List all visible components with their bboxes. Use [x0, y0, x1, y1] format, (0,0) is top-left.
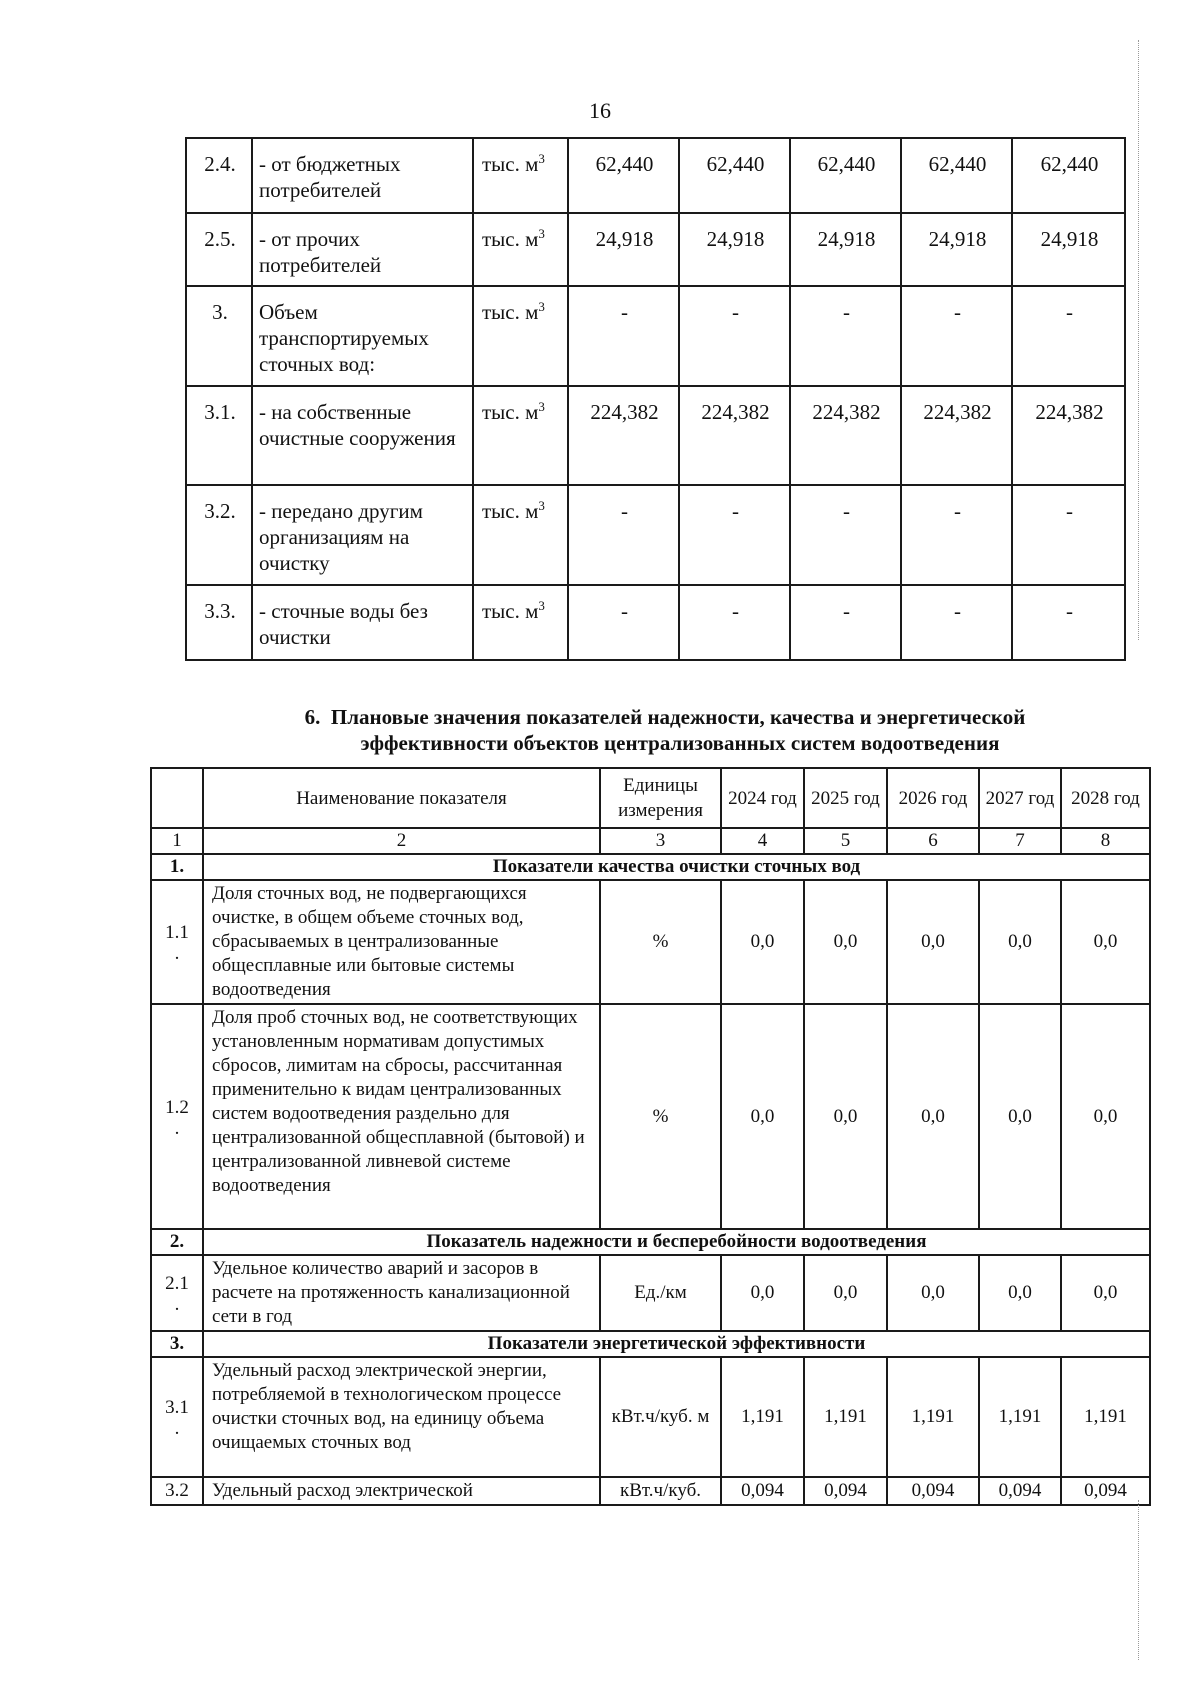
indicator-row — [151, 1477, 1150, 1505]
row-number: 1.1 — [165, 922, 189, 943]
column-number: 6 — [887, 828, 979, 854]
row-value: - — [1012, 485, 1125, 585]
header-empty-cell — [151, 768, 203, 828]
row-unit — [473, 138, 568, 213]
row-value: 62,440 — [679, 138, 790, 213]
unit-text: тыс. м — [482, 599, 539, 623]
column-number-row — [151, 828, 1150, 854]
section-row — [151, 1229, 1150, 1255]
indicator-value: 1,191 — [721, 1357, 804, 1477]
row-value: - — [790, 286, 901, 386]
row-value: 62,440 — [901, 138, 1012, 213]
header-year: 2028 год — [1061, 768, 1150, 828]
row-value: - — [901, 485, 1012, 585]
row-number: 3.1 — [165, 1397, 189, 1418]
row-unit — [473, 386, 568, 485]
row-number: 3. — [186, 286, 252, 386]
row-name: - от прочих потребителей — [252, 213, 473, 286]
section-title-cell: Показатель надежности и бесперебойности водоотведения — [203, 1229, 1150, 1255]
row-number: 3.2. — [186, 485, 252, 585]
row-number-dot: . — [174, 1294, 180, 1315]
header-units: Единицы измерения — [600, 768, 721, 828]
volume-row — [186, 386, 1125, 485]
indicator-value: 0,0 — [979, 1255, 1061, 1331]
indicator-value: 0,094 — [887, 1477, 979, 1505]
row-name: - сточные воды без очистки — [252, 585, 473, 660]
scan-edge-mark — [1138, 1500, 1143, 1660]
header-year: 2025 год — [804, 768, 887, 828]
volume-row — [186, 213, 1125, 286]
row-value: 224,382 — [679, 386, 790, 485]
header-year: 2024 год — [721, 768, 804, 828]
row-value: 224,382 — [901, 386, 1012, 485]
indicator-value: 0,0 — [721, 1255, 804, 1331]
indicator-name: Удельный расход электрической энергии, потребляемой в технологическом процессе очистки сточных вод, на единицу объема очищаемых сточных вод — [203, 1357, 600, 1477]
unit-superscript: 3 — [538, 399, 545, 414]
row-unit — [473, 585, 568, 660]
indicator-unit: Ед./км — [600, 1255, 721, 1331]
indicator-value: 0,0 — [887, 1255, 979, 1331]
indicator-unit: % — [600, 1004, 721, 1229]
column-number: 2 — [203, 828, 600, 854]
section-title-line2: эффективности объектов централизованных систем водоотведения — [360, 731, 1000, 755]
indicator-value: 0,0 — [979, 880, 1061, 1004]
row-value: 62,440 — [568, 138, 679, 213]
row-value: - — [790, 485, 901, 585]
row-value: 62,440 — [1012, 138, 1125, 213]
unit-text: тыс. м — [482, 499, 539, 523]
header-year: 2026 год — [887, 768, 979, 828]
section-number-cell: 2. — [151, 1229, 203, 1255]
volume-row — [186, 138, 1125, 213]
unit-superscript: 3 — [538, 598, 545, 613]
header-year: 2027 год — [979, 768, 1061, 828]
row-number: 3.3. — [186, 585, 252, 660]
row-number-cell — [151, 1255, 203, 1331]
indicator-value: 0,094 — [721, 1477, 804, 1505]
column-number: 1 — [151, 828, 203, 854]
indicator-value: 0,0 — [1061, 1255, 1150, 1331]
table-header-row — [151, 768, 1150, 828]
row-value: 24,918 — [901, 213, 1012, 286]
column-number: 3 — [600, 828, 721, 854]
header-name: Наименование показателя — [203, 768, 600, 828]
row-name: - передано другим организациям на очистку — [252, 485, 473, 585]
indicator-value: 0,0 — [804, 1004, 887, 1229]
section-title-cell: Показатели качества очистки сточных вод — [203, 854, 1150, 880]
scan-edge-mark — [1138, 40, 1143, 640]
row-number: 2.4. — [186, 138, 252, 213]
row-name: Объем транспортируемых сточных вод: — [252, 286, 473, 386]
row-name: - на собственные очистные сооружения — [252, 386, 473, 485]
row-value: 24,918 — [679, 213, 790, 286]
unit-text: тыс. м — [482, 400, 539, 424]
indicator-value: 0,0 — [804, 880, 887, 1004]
row-value: - — [679, 485, 790, 585]
row-number: 2.5. — [186, 213, 252, 286]
row-number-cell — [151, 1004, 203, 1229]
indicator-value: 0,0 — [1061, 880, 1150, 1004]
row-value: 62,440 — [790, 138, 901, 213]
row-number: 2.1 — [165, 1273, 189, 1294]
row-name: - от бюджетных потребителей — [252, 138, 473, 213]
row-value: - — [568, 286, 679, 386]
indicator-value: 0,0 — [721, 880, 804, 1004]
section-heading — [150, 704, 1150, 756]
indicator-value: 1,191 — [804, 1357, 887, 1477]
volume-row — [186, 585, 1125, 660]
indicators-table — [150, 767, 1151, 1506]
indicator-unit: % — [600, 880, 721, 1004]
row-number-dot: . — [174, 943, 180, 964]
unit-text: тыс. м — [482, 227, 539, 251]
indicator-value: 0,094 — [979, 1477, 1061, 1505]
indicator-row — [151, 1255, 1150, 1331]
column-number: 7 — [979, 828, 1061, 854]
row-number-cell — [151, 880, 203, 1004]
unit-superscript: 3 — [538, 226, 545, 241]
unit-superscript: 3 — [538, 498, 545, 513]
indicator-name: Доля проб сточных вод, не соответствующих установленным нормативам допустимых сбросов, лимитам на сбросы, рассчитанная применительно к видам централизованных систем водоотведения раздельно для централизованной общесплавной (бытовой) и централизованной ливневой системе водоотведения — [203, 1004, 600, 1229]
indicator-row — [151, 880, 1150, 1004]
row-value: - — [679, 585, 790, 660]
row-value: - — [901, 286, 1012, 386]
section-title-line1: Плановые значения показателей надежности, качества и энергетической — [330, 705, 1026, 729]
indicator-value: 0,0 — [887, 880, 979, 1004]
row-value: - — [568, 585, 679, 660]
section-title-cell: Показатели энергетической эффективности — [203, 1331, 1150, 1357]
volume-table — [185, 137, 1126, 661]
indicator-value: 0,0 — [979, 1004, 1061, 1229]
row-number-cell — [151, 1357, 203, 1477]
indicator-value: 0,0 — [721, 1004, 804, 1229]
section-number: 6. — [304, 705, 321, 729]
unit-superscript: 3 — [538, 151, 545, 166]
indicator-value: 0,0 — [887, 1004, 979, 1229]
row-value: 224,382 — [790, 386, 901, 485]
row-number: 1.2 — [165, 1096, 189, 1118]
unit-text: тыс. м — [482, 300, 539, 324]
column-number: 4 — [721, 828, 804, 854]
volume-row — [186, 485, 1125, 585]
indicator-value: 0,0 — [804, 1255, 887, 1331]
indicator-row — [151, 1004, 1150, 1229]
indicator-value: 1,191 — [979, 1357, 1061, 1477]
page-number: 16 — [589, 98, 611, 123]
row-value: 24,918 — [1012, 213, 1125, 286]
row-unit — [473, 286, 568, 386]
unit-text: тыс. м — [482, 152, 539, 176]
row-value: 24,918 — [568, 213, 679, 286]
section-number-cell: 1. — [151, 854, 203, 880]
indicator-value: 0,094 — [804, 1477, 887, 1505]
row-value: - — [568, 485, 679, 585]
indicator-row — [151, 1357, 1150, 1477]
row-value: - — [679, 286, 790, 386]
unit-superscript: 3 — [538, 299, 545, 314]
column-number: 5 — [804, 828, 887, 854]
indicator-value: 1,191 — [887, 1357, 979, 1477]
row-number-dot: . — [174, 1117, 180, 1139]
indicator-name: Доля сточных вод, не подвергающихся очистке, в общем объеме сточных вод, сбрасываемых в централизованные общесплавные или бытовые системы водоотведения — [203, 880, 600, 1004]
row-value: - — [901, 585, 1012, 660]
row-unit — [473, 485, 568, 585]
row-value: 224,382 — [1012, 386, 1125, 485]
row-value: - — [790, 585, 901, 660]
column-number: 8 — [1061, 828, 1150, 854]
volume-row — [186, 286, 1125, 386]
section-number-cell: 3. — [151, 1331, 203, 1357]
indicator-value: 1,191 — [1061, 1357, 1150, 1477]
section-row — [151, 1331, 1150, 1357]
indicator-name: Удельный расход электрической — [203, 1477, 600, 1505]
row-value: - — [1012, 286, 1125, 386]
indicator-value: 0,094 — [1061, 1477, 1150, 1505]
row-number-dot: . — [174, 1418, 180, 1439]
indicator-value: 0,0 — [1061, 1004, 1150, 1229]
row-value: - — [1012, 585, 1125, 660]
indicator-unit: кВт.ч/куб. — [600, 1477, 721, 1505]
indicator-unit: кВт.ч/куб. м — [600, 1357, 721, 1477]
row-unit — [473, 213, 568, 286]
row-value: 24,918 — [790, 213, 901, 286]
section-row — [151, 854, 1150, 880]
row-value: 224,382 — [568, 386, 679, 485]
indicator-name: Удельное количество аварий и засоров в расчете на протяженность канализационной сети в год — [203, 1255, 600, 1331]
row-number: 3.2 — [151, 1477, 203, 1505]
row-number: 3.1. — [186, 386, 252, 485]
